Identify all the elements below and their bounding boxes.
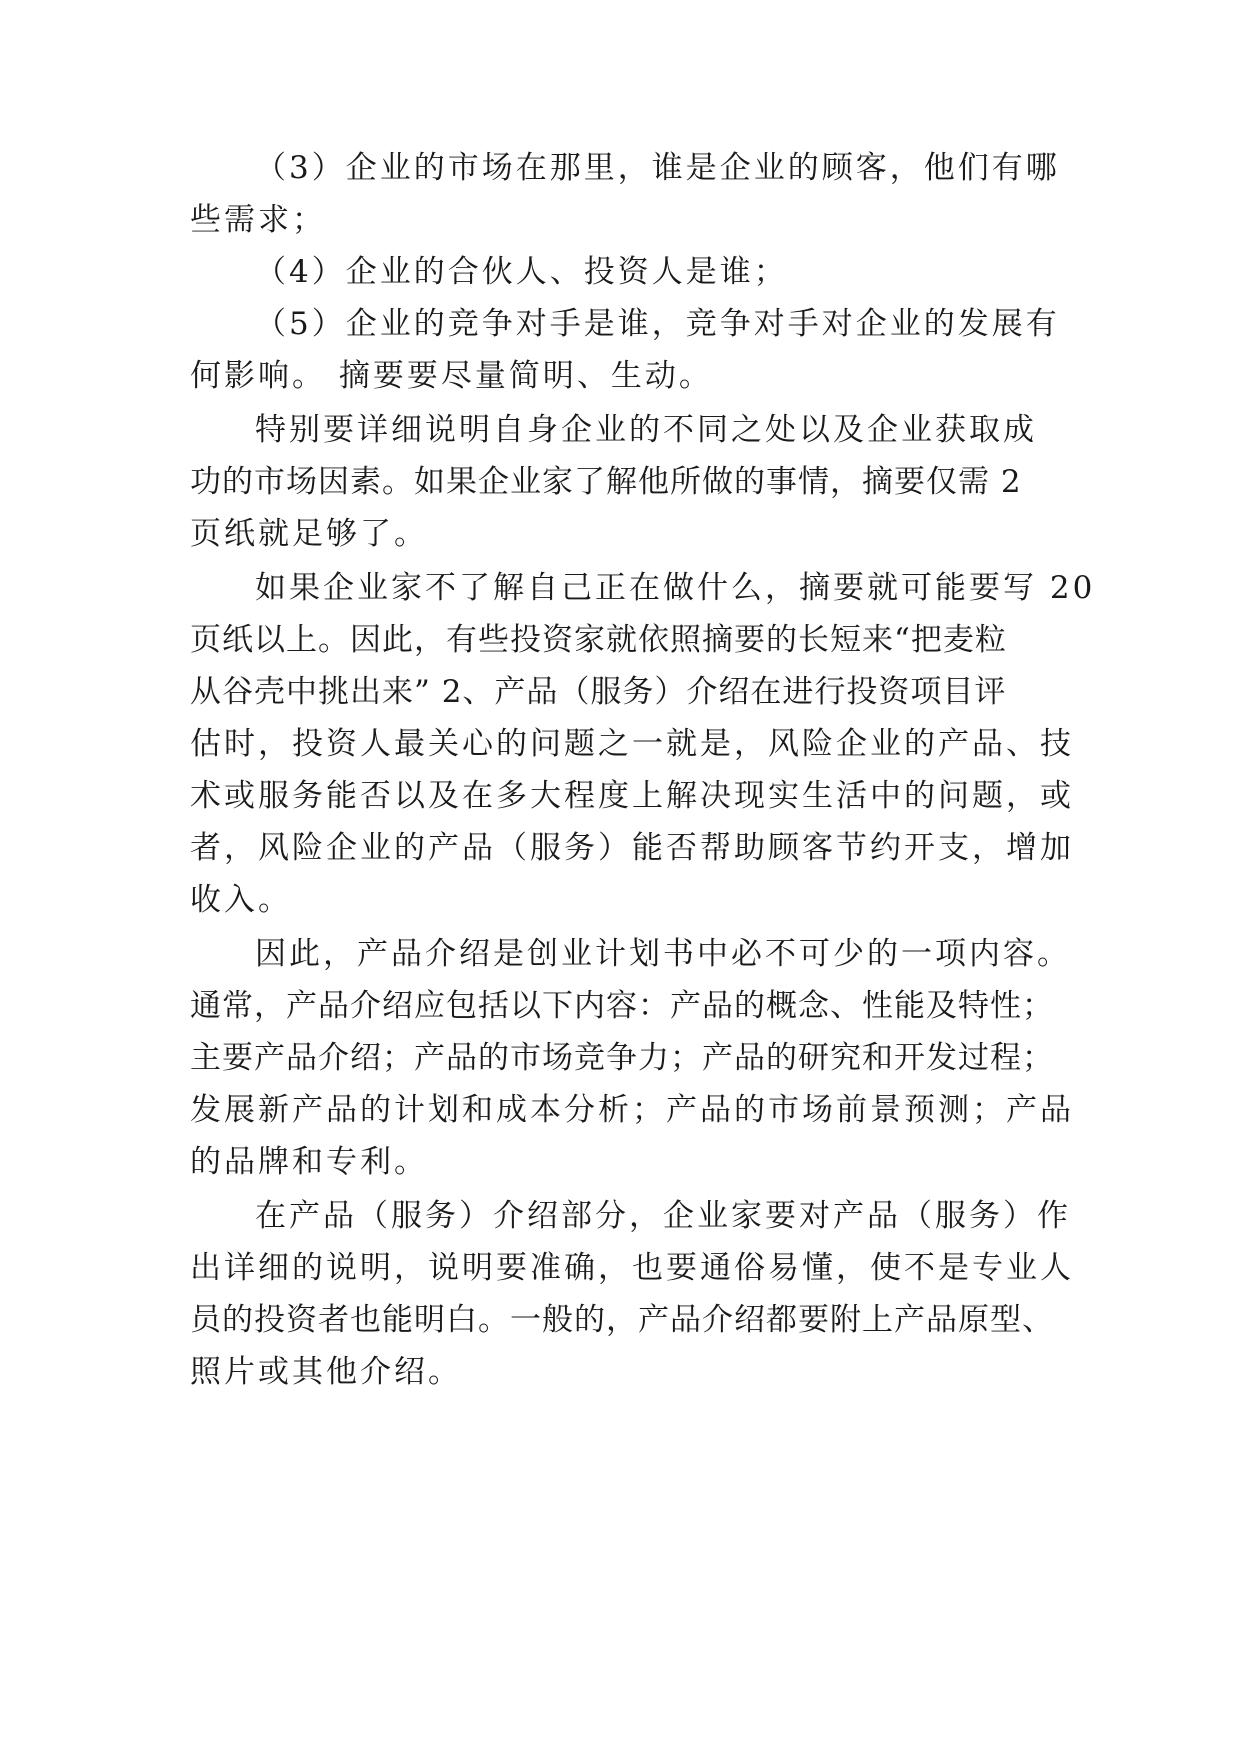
paragraph-line: 术或服务能否以及在多大程度上解决现实生活中的问题，或 [190, 778, 1074, 814]
paragraph-line: 何影响。 摘要要尽量简明、生动。 [190, 358, 713, 394]
paragraph-line: 收入。 [190, 882, 292, 918]
paragraph-line: 特别要详细说明自身企业的不同之处以及企业获取成 [255, 412, 1037, 448]
paragraph-line: 者，风险企业的产品（服务）能否帮助顾客节约开支，增加 [190, 830, 1074, 866]
paragraph-line: 如果企业家不了解自己正在做什么，摘要就可能要写 20 [255, 570, 1096, 606]
paragraph-line: （4）企业的合伙人、投资人是谁； [255, 254, 788, 290]
paragraph-line: 在产品（服务）介绍部分，企业家要对产品（服务）作 [255, 1198, 1071, 1234]
paragraph-line: 页纸以上。因此，有些投资家就依照摘要的长短来“把麦粒 [190, 622, 1007, 658]
paragraph-line: 出详细的说明，说明要准确，也要通俗易懂，使不是专业人 [190, 1250, 1074, 1286]
paragraph-line: （5）企业的竞争对手是谁，竞争对手对企业的发展有 [255, 306, 1060, 342]
paragraph-line: 功的市场因素。如果企业家了解他所做的事情，摘要仅需 2 [190, 464, 1022, 500]
paragraph-line: 发展新产品的计划和成本分析；产品的市场前景预测；产品 [190, 1092, 1074, 1128]
paragraph-line: 照片或其他介绍。 [190, 1354, 462, 1390]
paragraph-line: 些需求； [190, 202, 326, 238]
paragraph-line: 页纸就足够了。 [190, 516, 428, 552]
paragraph-line: 员的投资者也能明白。一般的，产品介绍都要附上产品原型、 [190, 1302, 1054, 1338]
paragraph-line: 主要产品介绍；产品的市场竞争力；产品的研究和开发过程； [190, 1040, 1054, 1076]
paragraph-line: 因此，产品介绍是创业计划书中必不可少的一项内容。 [255, 936, 1071, 972]
paragraph-line: 从谷壳中挑出来” 2、产品（服务）介绍在进行投资项目评 [190, 674, 1007, 710]
paragraph-line: 的品牌和专利。 [190, 1144, 428, 1180]
paragraph-line: 通常，产品介绍应包括以下内容：产品的概念、性能及特性； [190, 988, 1054, 1024]
paragraph-line: 估时，投资人最关心的问题之一就是，风险企业的产品、技 [190, 726, 1074, 762]
paragraph-line: （3）企业的市场在那里，谁是企业的顾客，他们有哪 [255, 150, 1060, 186]
